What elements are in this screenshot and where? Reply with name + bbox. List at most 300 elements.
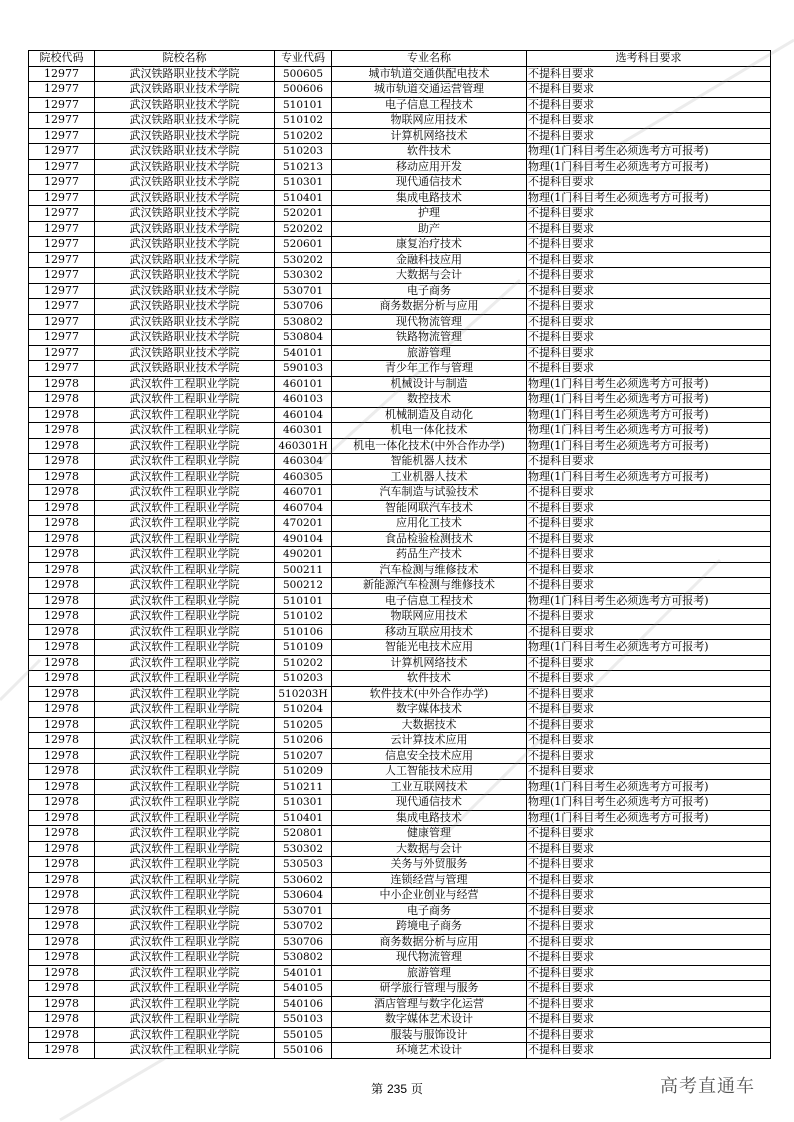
major-name-cell: 数控技术 <box>332 392 527 408</box>
subject-requirement-cell: 物理(1门科目考生必须选考方可报考) <box>527 779 771 795</box>
school-name-cell: 武汉铁路职业技术学院 <box>95 128 275 144</box>
subject-requirement-cell: 不提科目要求 <box>527 857 771 873</box>
major-code-cell: 510203 <box>275 144 332 160</box>
school-code-cell: 12978 <box>29 888 95 904</box>
school-name-cell: 武汉软件工程职业学院 <box>95 609 275 625</box>
table-row <box>29 175 771 191</box>
major-name-cell: 连锁经营与管理 <box>332 872 527 888</box>
subject-requirement-cell: 物理(1门科目考生必须选考方可报考) <box>527 438 771 454</box>
subject-requirement-cell: 不提科目要求 <box>527 516 771 532</box>
subject-requirement-cell: 物理(1门科目考生必须选考方可报考) <box>527 795 771 811</box>
school-code-cell: 12978 <box>29 376 95 392</box>
major-name-cell: 跨境电子商务 <box>332 919 527 935</box>
major-name-cell: 智能光电技术应用 <box>332 640 527 656</box>
subject-requirement-cell: 不提科目要求 <box>527 531 771 547</box>
table-row <box>29 702 771 718</box>
major-name-cell: 现代通信技术 <box>332 175 527 191</box>
table-row <box>29 485 771 501</box>
table-row <box>29 206 771 222</box>
header-major-code: 专业代码 <box>275 51 332 67</box>
table-row <box>29 795 771 811</box>
major-name-cell: 康复治疗技术 <box>332 237 527 253</box>
school-name-cell: 武汉铁路职业技术学院 <box>95 268 275 284</box>
table-row <box>29 826 771 842</box>
major-code-cell: 510301 <box>275 795 332 811</box>
major-code-cell: 510101 <box>275 97 332 113</box>
table-row <box>29 423 771 439</box>
major-name-cell: 旅游管理 <box>332 965 527 981</box>
school-name-cell: 武汉铁路职业技术学院 <box>95 159 275 175</box>
school-name-cell: 武汉软件工程职业学院 <box>95 671 275 687</box>
major-name-cell: 计算机网络技术 <box>332 128 527 144</box>
subject-requirement-cell: 不提科目要求 <box>527 609 771 625</box>
major-code-cell: 550105 <box>275 1027 332 1043</box>
school-name-cell: 武汉软件工程职业学院 <box>95 578 275 594</box>
school-name-cell: 武汉软件工程职业学院 <box>95 903 275 919</box>
school-name-cell: 武汉软件工程职业学院 <box>95 1027 275 1043</box>
school-code-cell: 12977 <box>29 66 95 82</box>
subject-requirement-cell: 不提科目要求 <box>527 485 771 501</box>
school-name-cell: 武汉铁路职业技术学院 <box>95 66 275 82</box>
subject-requirement-cell: 物理(1门科目考生必须选考方可报考) <box>527 159 771 175</box>
major-code-cell: 500606 <box>275 82 332 98</box>
major-code-cell: 530804 <box>275 330 332 346</box>
subject-requirement-cell: 物理(1门科目考生必须选考方可报考) <box>527 190 771 206</box>
major-name-cell: 云计算技术应用 <box>332 733 527 749</box>
subject-requirement-cell: 不提科目要求 <box>527 175 771 191</box>
major-name-cell: 电子信息工程技术 <box>332 97 527 113</box>
school-code-cell: 12977 <box>29 237 95 253</box>
school-name-cell: 武汉软件工程职业学院 <box>95 686 275 702</box>
subject-requirement-cell: 不提科目要求 <box>527 655 771 671</box>
subject-requirement-cell: 物理(1门科目考生必须选考方可报考) <box>527 469 771 485</box>
major-name-cell: 城市轨道交通供配电技术 <box>332 66 527 82</box>
major-name-cell: 商务数据分析与应用 <box>332 934 527 950</box>
table-row <box>29 531 771 547</box>
major-code-cell: 460104 <box>275 407 332 423</box>
subject-requirement-cell: 物理(1门科目考生必须选考方可报考) <box>527 407 771 423</box>
school-name-cell: 武汉软件工程职业学院 <box>95 965 275 981</box>
major-code-cell: 520201 <box>275 206 332 222</box>
table-row <box>29 578 771 594</box>
major-name-cell: 汽车制造与试验技术 <box>332 485 527 501</box>
school-name-cell: 武汉软件工程职业学院 <box>95 748 275 764</box>
major-name-cell: 软件技术 <box>332 671 527 687</box>
major-name-cell: 新能源汽车检测与维修技术 <box>332 578 527 594</box>
school-name-cell: 武汉铁路职业技术学院 <box>95 283 275 299</box>
major-code-cell: 520202 <box>275 221 332 237</box>
admission-requirements-table <box>28 50 771 1059</box>
major-code-cell: 510401 <box>275 190 332 206</box>
table-row <box>29 888 771 904</box>
school-code-cell: 12978 <box>29 516 95 532</box>
table-row <box>29 283 771 299</box>
school-name-cell: 武汉软件工程职业学院 <box>95 779 275 795</box>
school-code-cell: 12978 <box>29 934 95 950</box>
subject-requirement-cell: 物理(1门科目考生必须选考方可报考) <box>527 423 771 439</box>
major-name-cell: 旅游管理 <box>332 345 527 361</box>
subject-requirement-cell: 不提科目要求 <box>527 888 771 904</box>
subject-requirement-cell: 不提科目要求 <box>527 950 771 966</box>
major-name-cell: 工业机器人技术 <box>332 469 527 485</box>
major-name-cell: 机电一体化技术 <box>332 423 527 439</box>
table-row <box>29 764 771 780</box>
table-row <box>29 407 771 423</box>
major-name-cell: 信息安全技术应用 <box>332 748 527 764</box>
table-row <box>29 872 771 888</box>
school-code-cell: 12977 <box>29 175 95 191</box>
subject-requirement-cell: 物理(1门科目考生必须选考方可报考) <box>527 640 771 656</box>
school-name-cell: 武汉软件工程职业学院 <box>95 934 275 950</box>
table-row <box>29 640 771 656</box>
table-row <box>29 237 771 253</box>
major-name-cell: 数字媒体艺术设计 <box>332 1012 527 1028</box>
table-row <box>29 144 771 160</box>
major-name-cell: 电子商务 <box>332 903 527 919</box>
major-code-cell: 530802 <box>275 314 332 330</box>
school-code-cell: 12977 <box>29 252 95 268</box>
subject-requirement-cell: 不提科目要求 <box>527 826 771 842</box>
table-row <box>29 97 771 113</box>
subject-requirement-cell: 不提科目要求 <box>527 252 771 268</box>
major-code-cell: 540105 <box>275 981 332 997</box>
school-name-cell: 武汉铁路职业技术学院 <box>95 175 275 191</box>
major-name-cell: 金融科技应用 <box>332 252 527 268</box>
major-code-cell: 510207 <box>275 748 332 764</box>
school-code-cell: 12978 <box>29 965 95 981</box>
table-row <box>29 733 771 749</box>
school-code-cell: 12978 <box>29 810 95 826</box>
major-code-cell: 510205 <box>275 717 332 733</box>
major-name-cell: 数字媒体技术 <box>332 702 527 718</box>
major-name-cell: 大数据与会计 <box>332 841 527 857</box>
subject-requirement-cell: 不提科目要求 <box>527 733 771 749</box>
school-name-cell: 武汉铁路职业技术学院 <box>95 221 275 237</box>
school-name-cell: 武汉软件工程职业学院 <box>95 392 275 408</box>
major-code-cell: 590103 <box>275 361 332 377</box>
major-name-cell: 中小企业创业与经营 <box>332 888 527 904</box>
table-row <box>29 361 771 377</box>
major-code-cell: 520601 <box>275 237 332 253</box>
subject-requirement-cell: 不提科目要求 <box>527 330 771 346</box>
major-code-cell: 460305 <box>275 469 332 485</box>
school-code-cell: 12977 <box>29 268 95 284</box>
school-code-cell: 12977 <box>29 113 95 129</box>
subject-requirement-cell: 物理(1门科目考生必须选考方可报考) <box>527 376 771 392</box>
subject-requirement-cell: 不提科目要求 <box>527 547 771 563</box>
school-code-cell: 12977 <box>29 128 95 144</box>
school-code-cell: 12978 <box>29 531 95 547</box>
major-code-cell: 540101 <box>275 345 332 361</box>
subject-requirement-cell: 不提科目要求 <box>527 996 771 1012</box>
table-row <box>29 841 771 857</box>
major-code-cell: 550103 <box>275 1012 332 1028</box>
major-name-cell: 酒店管理与数字化运营 <box>332 996 527 1012</box>
table-row <box>29 159 771 175</box>
major-code-cell: 530302 <box>275 841 332 857</box>
table-row <box>29 1012 771 1028</box>
major-name-cell: 现代通信技术 <box>332 795 527 811</box>
table-row <box>29 717 771 733</box>
school-code-cell: 12977 <box>29 345 95 361</box>
major-name-cell: 青少年工作与管理 <box>332 361 527 377</box>
school-name-cell: 武汉软件工程职业学院 <box>95 624 275 640</box>
school-code-cell: 12978 <box>29 640 95 656</box>
major-name-cell: 现代物流管理 <box>332 950 527 966</box>
subject-requirement-cell: 不提科目要求 <box>527 500 771 516</box>
school-code-cell: 12977 <box>29 299 95 315</box>
school-name-cell: 武汉软件工程职业学院 <box>95 996 275 1012</box>
subject-requirement-cell: 不提科目要求 <box>527 221 771 237</box>
major-name-cell: 电子信息工程技术 <box>332 593 527 609</box>
subject-requirement-cell: 不提科目要求 <box>527 82 771 98</box>
table-row <box>29 1043 771 1059</box>
table-row <box>29 950 771 966</box>
school-name-cell: 武汉铁路职业技术学院 <box>95 330 275 346</box>
subject-requirement-cell: 不提科目要求 <box>527 66 771 82</box>
major-name-cell: 服装与服饰设计 <box>332 1027 527 1043</box>
school-code-cell: 12978 <box>29 547 95 563</box>
major-name-cell: 集成电路技术 <box>332 810 527 826</box>
school-name-cell: 武汉铁路职业技术学院 <box>95 144 275 160</box>
major-name-cell: 药品生产技术 <box>332 547 527 563</box>
major-name-cell: 汽车检测与维修技术 <box>332 562 527 578</box>
school-code-cell: 12978 <box>29 609 95 625</box>
subject-requirement-cell: 不提科目要求 <box>527 345 771 361</box>
school-code-cell: 12978 <box>29 1043 95 1059</box>
major-code-cell: 460304 <box>275 454 332 470</box>
major-code-cell: 530602 <box>275 872 332 888</box>
table-row <box>29 190 771 206</box>
major-name-cell: 物联网应用技术 <box>332 609 527 625</box>
subject-requirement-cell: 不提科目要求 <box>527 981 771 997</box>
major-name-cell: 移动应用开发 <box>332 159 527 175</box>
major-name-cell: 智能机器人技术 <box>332 454 527 470</box>
school-name-cell: 武汉软件工程职业学院 <box>95 593 275 609</box>
school-code-cell: 12978 <box>29 1012 95 1028</box>
school-code-cell: 12978 <box>29 841 95 857</box>
table-row <box>29 748 771 764</box>
table-row <box>29 128 771 144</box>
table-row <box>29 981 771 997</box>
major-code-cell: 460704 <box>275 500 332 516</box>
major-name-cell: 大数据与会计 <box>332 268 527 284</box>
school-code-cell: 12978 <box>29 903 95 919</box>
major-name-cell: 机械制造及自动化 <box>332 407 527 423</box>
school-name-cell: 武汉软件工程职业学院 <box>95 531 275 547</box>
table-row <box>29 934 771 950</box>
school-code-cell: 12977 <box>29 82 95 98</box>
subject-requirement-cell: 不提科目要求 <box>527 299 771 315</box>
table-row <box>29 965 771 981</box>
table-row <box>29 903 771 919</box>
school-code-cell: 12978 <box>29 1027 95 1043</box>
major-code-cell: 510401 <box>275 810 332 826</box>
subject-requirement-cell: 不提科目要求 <box>527 919 771 935</box>
major-code-cell: 530802 <box>275 950 332 966</box>
school-code-cell: 12978 <box>29 826 95 842</box>
school-name-cell: 武汉软件工程职业学院 <box>95 438 275 454</box>
table-row <box>29 516 771 532</box>
table-header-row <box>29 51 771 67</box>
major-code-cell: 510202 <box>275 655 332 671</box>
table-row <box>29 500 771 516</box>
school-code-cell: 12978 <box>29 562 95 578</box>
school-name-cell: 武汉铁路职业技术学院 <box>95 237 275 253</box>
major-code-cell: 460301 <box>275 423 332 439</box>
table-row <box>29 330 771 346</box>
table-row <box>29 82 771 98</box>
school-code-cell: 12978 <box>29 578 95 594</box>
major-code-cell: 510211 <box>275 779 332 795</box>
subject-requirement-cell: 不提科目要求 <box>527 686 771 702</box>
major-name-cell: 商务数据分析与应用 <box>332 299 527 315</box>
school-code-cell: 12978 <box>29 686 95 702</box>
school-name-cell: 武汉铁路职业技术学院 <box>95 97 275 113</box>
table-row <box>29 221 771 237</box>
school-name-cell: 武汉铁路职业技术学院 <box>95 82 275 98</box>
subject-requirement-cell: 不提科目要求 <box>527 717 771 733</box>
school-name-cell: 武汉软件工程职业学院 <box>95 888 275 904</box>
table-row <box>29 113 771 129</box>
header-major-name: 专业名称 <box>332 51 527 67</box>
school-name-cell: 武汉软件工程职业学院 <box>95 562 275 578</box>
major-name-cell: 研学旅行管理与服务 <box>332 981 527 997</box>
footer-brand: 高考直通车 <box>660 1076 755 1097</box>
major-name-cell: 计算机网络技术 <box>332 655 527 671</box>
subject-requirement-cell: 不提科目要求 <box>527 314 771 330</box>
major-code-cell: 510202 <box>275 128 332 144</box>
table-row <box>29 655 771 671</box>
subject-requirement-cell: 不提科目要求 <box>527 268 771 284</box>
major-code-cell: 510301 <box>275 175 332 191</box>
school-name-cell: 武汉软件工程职业学院 <box>95 500 275 516</box>
school-code-cell: 12977 <box>29 206 95 222</box>
school-name-cell: 武汉软件工程职业学院 <box>95 857 275 873</box>
school-code-cell: 12977 <box>29 314 95 330</box>
school-name-cell: 武汉软件工程职业学院 <box>95 795 275 811</box>
table-row <box>29 686 771 702</box>
subject-requirement-cell: 物理(1门科目考生必须选考方可报考) <box>527 810 771 826</box>
school-code-cell: 12978 <box>29 872 95 888</box>
table-row <box>29 268 771 284</box>
school-code-cell: 12978 <box>29 593 95 609</box>
table-row <box>29 624 771 640</box>
table-row <box>29 469 771 485</box>
page-number-suffix: 页 <box>410 1082 423 1096</box>
major-code-cell: 510206 <box>275 733 332 749</box>
major-code-cell: 530706 <box>275 299 332 315</box>
school-code-cell: 12978 <box>29 795 95 811</box>
major-name-cell: 大数据技术 <box>332 717 527 733</box>
table-row <box>29 593 771 609</box>
subject-requirement-cell: 不提科目要求 <box>527 965 771 981</box>
major-code-cell: 510204 <box>275 702 332 718</box>
major-code-cell: 470201 <box>275 516 332 532</box>
subject-requirement-cell: 不提科目要求 <box>527 1043 771 1059</box>
header-school-code: 院校代码 <box>29 51 95 67</box>
school-name-cell: 武汉铁路职业技术学院 <box>95 190 275 206</box>
subject-requirement-cell: 物理(1门科目考生必须选考方可报考) <box>527 144 771 160</box>
major-code-cell: 510203 <box>275 671 332 687</box>
major-name-cell: 健康管理 <box>332 826 527 842</box>
school-name-cell: 武汉软件工程职业学院 <box>95 407 275 423</box>
school-name-cell: 武汉铁路职业技术学院 <box>95 252 275 268</box>
major-name-cell: 集成电路技术 <box>332 190 527 206</box>
school-code-cell: 12978 <box>29 733 95 749</box>
school-code-cell: 12978 <box>29 423 95 439</box>
major-name-cell: 人工智能技术应用 <box>332 764 527 780</box>
school-name-cell: 武汉软件工程职业学院 <box>95 919 275 935</box>
major-name-cell: 护理 <box>332 206 527 222</box>
school-code-cell: 12978 <box>29 469 95 485</box>
school-code-cell: 12978 <box>29 950 95 966</box>
subject-requirement-cell: 不提科目要求 <box>527 872 771 888</box>
subject-requirement-cell: 不提科目要求 <box>527 361 771 377</box>
major-name-cell: 助产 <box>332 221 527 237</box>
table-body <box>29 66 771 1058</box>
major-code-cell: 460701 <box>275 485 332 501</box>
subject-requirement-cell: 不提科目要求 <box>527 454 771 470</box>
school-code-cell: 12978 <box>29 779 95 795</box>
major-code-cell: 510203H <box>275 686 332 702</box>
school-code-cell: 12977 <box>29 330 95 346</box>
major-name-cell: 机电一体化技术(中外合作办学) <box>332 438 527 454</box>
school-name-cell: 武汉软件工程职业学院 <box>95 485 275 501</box>
school-code-cell: 12978 <box>29 717 95 733</box>
school-name-cell: 武汉软件工程职业学院 <box>95 1043 275 1059</box>
major-code-cell: 510102 <box>275 113 332 129</box>
major-code-cell: 500212 <box>275 578 332 594</box>
school-code-cell: 12977 <box>29 97 95 113</box>
major-code-cell: 540106 <box>275 996 332 1012</box>
major-code-cell: 500605 <box>275 66 332 82</box>
school-name-cell: 武汉软件工程职业学院 <box>95 733 275 749</box>
table-row <box>29 779 771 795</box>
major-code-cell: 490201 <box>275 547 332 563</box>
school-code-cell: 12978 <box>29 438 95 454</box>
school-name-cell: 武汉软件工程职业学院 <box>95 376 275 392</box>
major-code-cell: 460101 <box>275 376 332 392</box>
major-name-cell: 物联网应用技术 <box>332 113 527 129</box>
school-code-cell: 12978 <box>29 919 95 935</box>
major-name-cell: 机械设计与制造 <box>332 376 527 392</box>
school-code-cell: 12978 <box>29 454 95 470</box>
major-code-cell: 510213 <box>275 159 332 175</box>
subject-requirement-cell: 不提科目要求 <box>527 624 771 640</box>
major-code-cell: 460301H <box>275 438 332 454</box>
school-name-cell: 武汉铁路职业技术学院 <box>95 345 275 361</box>
table-row <box>29 438 771 454</box>
school-name-cell: 武汉软件工程职业学院 <box>95 655 275 671</box>
school-name-cell: 武汉软件工程职业学院 <box>95 423 275 439</box>
page-number-prefix: 第 <box>371 1082 384 1096</box>
table-row <box>29 314 771 330</box>
school-name-cell: 武汉软件工程职业学院 <box>95 516 275 532</box>
subject-requirement-cell: 不提科目要求 <box>527 237 771 253</box>
subject-requirement-cell: 不提科目要求 <box>527 748 771 764</box>
school-name-cell: 武汉软件工程职业学院 <box>95 950 275 966</box>
subject-requirement-cell: 不提科目要求 <box>527 671 771 687</box>
subject-requirement-cell: 不提科目要求 <box>527 578 771 594</box>
major-name-cell: 智能网联汽车技术 <box>332 500 527 516</box>
subject-requirement-cell: 不提科目要求 <box>527 1027 771 1043</box>
major-name-cell: 环境艺术设计 <box>332 1043 527 1059</box>
admission-requirements-table-wrapper <box>28 50 770 1059</box>
school-code-cell: 12978 <box>29 485 95 501</box>
major-code-cell: 520801 <box>275 826 332 842</box>
major-name-cell: 软件技术(中外合作办学) <box>332 686 527 702</box>
